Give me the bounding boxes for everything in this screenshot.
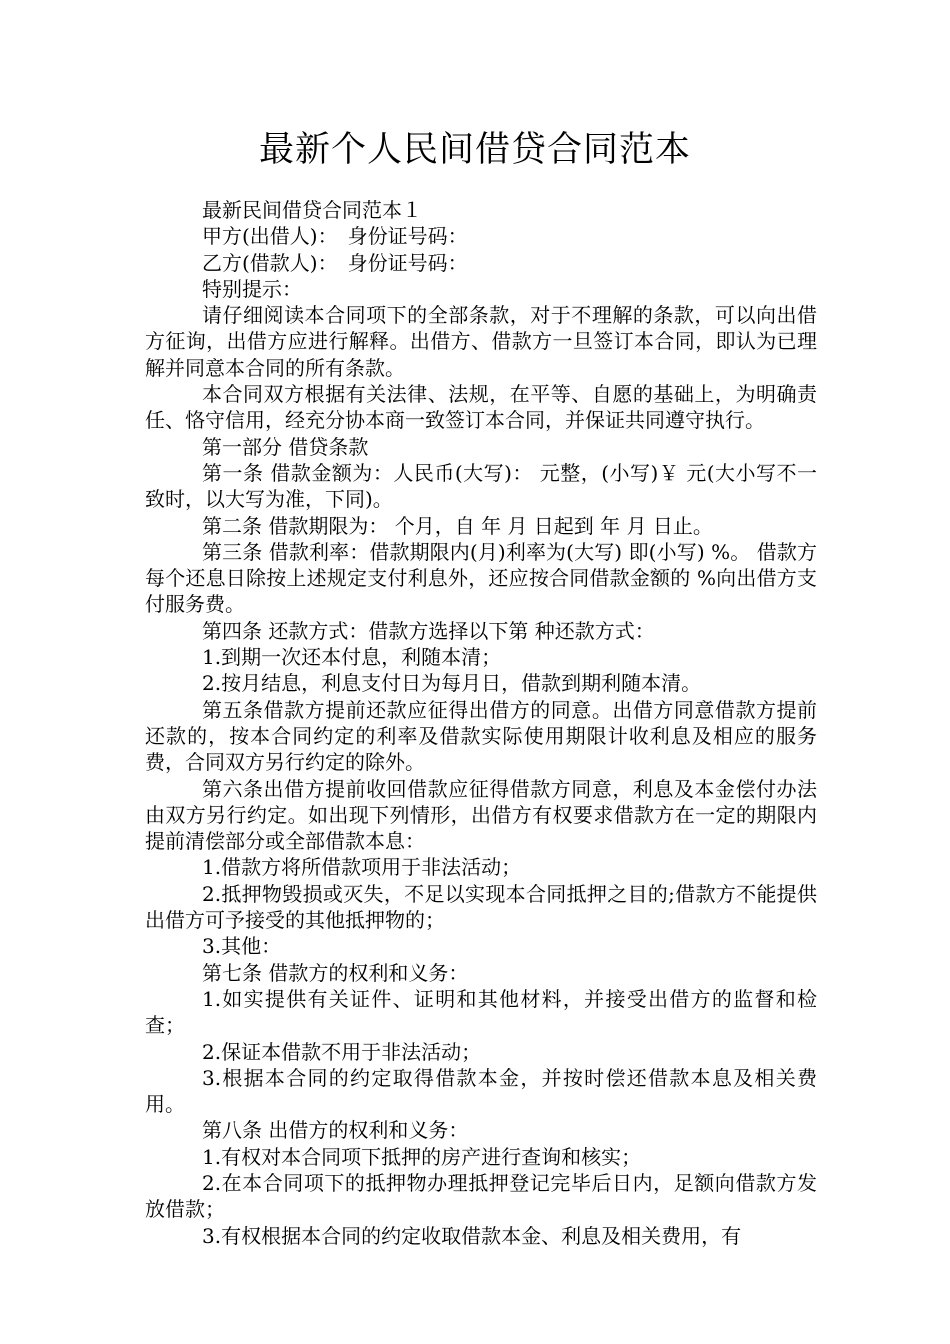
list-item: 1.借款方将所借款项用于非法活动； xyxy=(202,855,522,880)
list-item: 1.到期一次还本付息，利随本清； xyxy=(202,645,502,670)
document-body xyxy=(145,197,817,1249)
paragraph: 第八条 出借方的权利和义务： xyxy=(202,1118,469,1143)
paragraph: 第六条出借方提前收回借款应征得借款方同意，利息及本金偿付办法由双方另行约定。如出现下列情形，出借方有权要求借款方在一定的期限内提前清偿部分或全部借款本息： xyxy=(145,776,817,854)
document-title: 最新个人民间借贷合同范本 xyxy=(258,130,691,170)
paragraph: 第五条借款方提前还款应征得出借方的同意。出借方同意借款方提前还款的，按本合同约定的利率及借款实际使用期限计收利息及相应的服务费，合同双方另行约定的除外。 xyxy=(145,697,817,775)
list-item: 1.有权对本合同项下抵押的房产进行查询和核实； xyxy=(202,1144,642,1169)
paragraph: 第四条 还款方式：借款方选择以下第 种还款方式： xyxy=(202,618,655,643)
paragraph: 第一条 借款金额为：人民币(大写)： 元整，(小写)￥ 元(大小写不一致时，以大写为准，下同)。 xyxy=(145,460,817,512)
list-item: 3.其他： xyxy=(202,934,282,959)
paragraph: 第三条 借款利率：借款期限内(月)利率为(大写) 即(小写) %。 借款方每个还息日除按上述规定支付利息外，还应按合同借款金额的 %向出借方支付服务费。 xyxy=(145,539,817,617)
paragraph: 请仔细阅读本合同项下的全部条款，对于不理解的条款，可以向出借方征询，出借方应进行解释。出借方、借款方一旦签订本合同，即认为已理解并同意本合同的所有条款。 xyxy=(145,303,817,380)
list-item: 2.按月结息，利息支付日为每月日，借款到期利随本清。 xyxy=(202,671,702,696)
section-heading: 第一部分 借贷条款 xyxy=(202,434,369,459)
paragraph: 第七条 借款方的权利和义务： xyxy=(202,960,469,985)
paragraph: 本合同双方根据有关法律、法规，在平等、自愿的基础上，为明确责任、恪守信用，经充分协本商一致签订本合同，并保证共同遵守执行。 xyxy=(145,382,817,433)
paragraph: 特别提示： xyxy=(202,276,302,301)
list-item: 2.保证本借款不用于非法活动； xyxy=(202,1039,482,1064)
paragraph: 最新民间借贷合同范本１ xyxy=(202,198,422,222)
list-item: 2.在本合同项下的抵押物办理抵押登记完毕后日内，足额向借款方发放借款； xyxy=(145,1170,817,1222)
list-item: 1.如实提供有关证件、证明和其他材料，并接受出借方的监督和检查； xyxy=(145,986,817,1038)
list-item: 2.抵押物毁损或灭失，不足以实现本合同抵押之目的;借款方不能提供出借方可予接受的其他抵押物的； xyxy=(145,881,817,933)
list-item: 3.有权根据本合同的约定收取借款本金、利息及相关费用，有 xyxy=(202,1223,742,1248)
list-item: 3.根据本合同的约定取得借款本金，并按时偿还借款本息及相关费用。 xyxy=(145,1065,817,1117)
paragraph: 甲方(出借人)： 身份证号码： xyxy=(202,224,468,249)
paragraph: 第二条 借款期限为： 个月，自 年 月 日起到 年 月 日止。 xyxy=(202,513,713,538)
paragraph: 乙方(借款人)： 身份证号码： xyxy=(202,250,468,275)
